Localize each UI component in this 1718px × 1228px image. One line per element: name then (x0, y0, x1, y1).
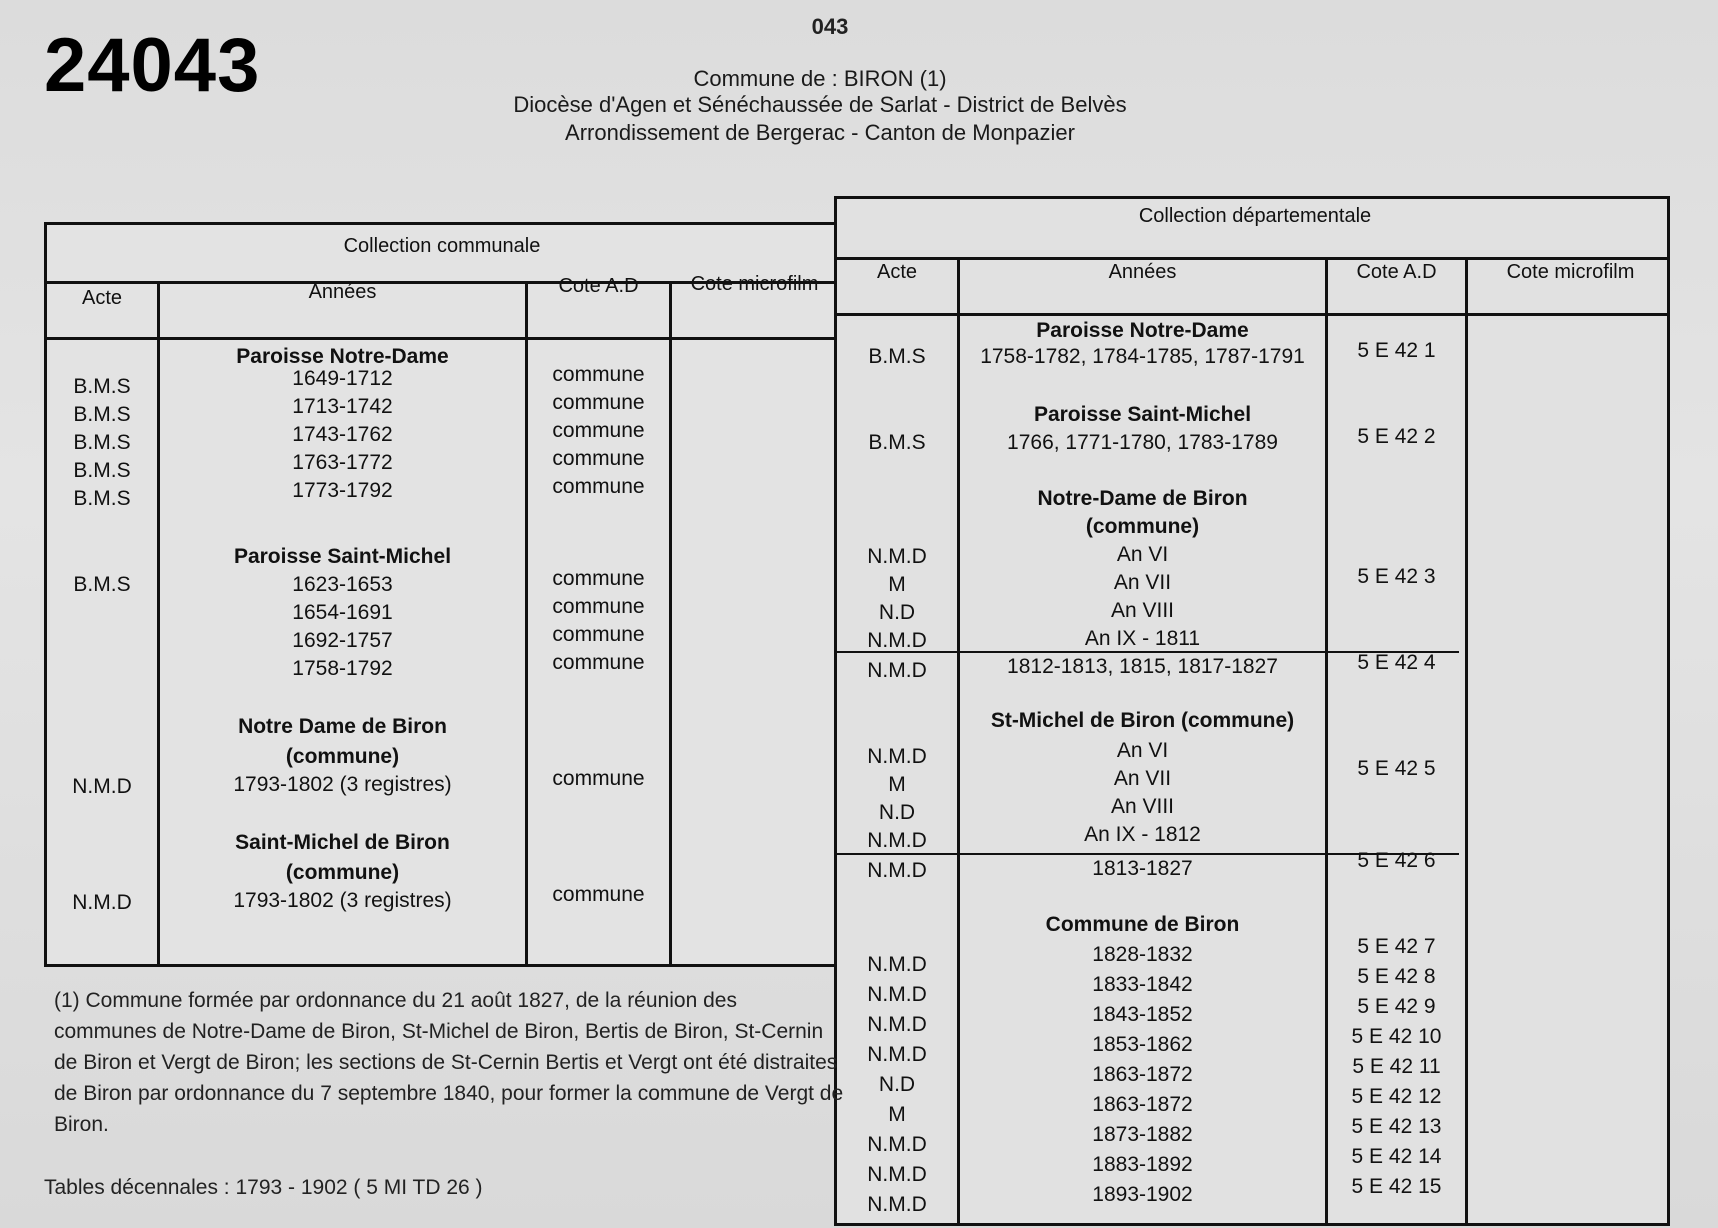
acte-cell: N.M.D (72, 775, 132, 798)
cote-cell: 5 E 42 1 (1357, 339, 1436, 362)
acte-cell: N.M.D (867, 629, 927, 652)
group-subheading: (commune) (285, 861, 400, 884)
cote-cell: 5 E 42 2 (1357, 425, 1436, 448)
acte-cell: N.M.D (72, 891, 132, 914)
page-number: 043 (811, 14, 849, 39)
group-heading: Paroisse Saint-Michel (1033, 403, 1252, 426)
cote-cell: 5 E 42 5 (1357, 757, 1436, 780)
annees-cell: An IX - 1812 (1084, 823, 1201, 846)
annees-cell: 1654-1691 (292, 601, 393, 624)
group-heading: Paroisse Notre-Dame (236, 345, 449, 368)
acte-cell: N.M.D (867, 859, 927, 882)
group-heading: Saint-Michel de Biron (235, 831, 450, 854)
annees-cell: 1766, 1771-1780, 1783-1789 (1007, 431, 1278, 454)
acte-cell: B.M.S (73, 459, 131, 482)
col-header-acte: Acte (81, 287, 123, 309)
annees-cell: 1873-1882 (1092, 1123, 1193, 1146)
annees-cell: 1833-1842 (1092, 973, 1193, 996)
col-header-annees: Années (1108, 261, 1177, 283)
group-heading: Paroisse Notre-Dame (1036, 319, 1249, 342)
annees-cell: 1828-1832 (1092, 943, 1193, 966)
col-header-cote-ad: Cote A.D (1356, 261, 1437, 283)
annees-cell: 1758-1792 (292, 657, 393, 680)
commune-title: Commune de : BIRON (1) (693, 66, 947, 91)
acte-cell: N.M.D (867, 1013, 927, 1036)
cote-cell: commune (552, 623, 645, 646)
acte-cell: N.M.D (867, 829, 927, 852)
footnote: (1) Commune formée par ordonnance du 21 août 1827, de la réunion des communes de Notre-Dame de Biron, St-Michel de Biron, Bertis de Biron, St-Cernin de Biron et Vergt de Biron; les sections de St-Cernin Bertis et Vergt ont été distraites de Biron par ordonnance du 7 septembre 1840, pour former la commune de Vergt de Biron. (54, 989, 844, 1136)
acte-cell: B.M.S (73, 431, 131, 454)
cote-cell: 5 E 42 12 (1351, 1085, 1442, 1108)
acte-cell: B.M.S (868, 345, 926, 368)
annees-cell: An VIII (1110, 795, 1175, 818)
cote-cell: 5 E 42 10 (1351, 1025, 1442, 1048)
group-heading: Notre Dame de Biron (238, 715, 447, 738)
annees-cell: 1812-1813, 1815, 1817-1827 (1007, 655, 1278, 678)
cote-cell: 5 E 42 6 (1357, 849, 1436, 872)
annees-cell: An VI (1116, 543, 1169, 566)
cote-cell: commune (552, 651, 645, 674)
acte-cell: M (888, 573, 906, 596)
acte-cell: B.M.S (73, 375, 131, 398)
annees-cell: 1758-1782, 1784-1785, 1787-1791 (980, 345, 1305, 368)
acte-cell: N.D (878, 1073, 916, 1096)
acte-cell: N.D (878, 601, 916, 624)
annees-cell: 1743-1762 (292, 423, 393, 446)
col-header-cote-microfilm: Cote microfilm (1506, 261, 1635, 283)
cote-cell: 5 E 42 8 (1357, 965, 1436, 988)
cote-cell: 5 E 42 11 (1352, 1055, 1441, 1078)
cote-cell: commune (552, 475, 645, 498)
cote-cell: 5 E 42 9 (1357, 995, 1436, 1018)
document-number: 24043 (44, 23, 261, 108)
acte-cell: N.M.D (867, 983, 927, 1006)
group-heading: Paroisse Saint-Michel (233, 545, 452, 568)
cote-cell: 5 E 42 15 (1351, 1175, 1442, 1198)
acte-cell: N.D (878, 801, 916, 824)
cote-cell: 5 E 42 3 (1357, 565, 1436, 588)
col-header-cote-microfilm: Cote microfilm (690, 273, 819, 295)
annees-cell: 1773-1792 (292, 479, 393, 502)
cote-cell: commune (552, 767, 645, 790)
diocese-line: Diocèse d'Agen et Sénéchaussée de Sarlat - District de Belvès (513, 92, 1127, 117)
annees-cell: 1843-1852 (1092, 1003, 1193, 1026)
acte-cell: B.M.S (868, 431, 926, 454)
acte-cell: B.M.S (73, 403, 131, 426)
annees-cell: 1793-1802 (3 registres) (233, 773, 452, 796)
annees-cell: 1692-1757 (292, 629, 393, 652)
cote-cell: commune (552, 447, 645, 470)
annees-cell: An VIII (1110, 599, 1175, 622)
annees-cell: 1893-1902 (1092, 1183, 1193, 1206)
annees-cell: 1883-1892 (1092, 1153, 1193, 1176)
cote-cell: commune (552, 419, 645, 442)
cote-cell: 5 E 42 13 (1351, 1115, 1442, 1138)
annees-cell: 1853-1862 (1092, 1033, 1193, 1056)
cote-cell: 5 E 42 14 (1351, 1145, 1442, 1168)
annees-cell: An VII (1113, 767, 1172, 790)
col-header-acte: Acte (876, 261, 918, 283)
annees-cell: 1863-1872 (1092, 1063, 1193, 1086)
group-heading: St-Michel de Biron (commune) (990, 709, 1295, 732)
acte-cell: M (888, 1103, 906, 1126)
cote-cell: commune (552, 391, 645, 414)
annees-cell: 1813-1827 (1092, 857, 1193, 880)
annees-cell: 1713-1742 (292, 395, 393, 418)
group-heading: Notre-Dame de Biron (1037, 487, 1248, 510)
collection-departementale-title: Collection départementale (1138, 205, 1372, 227)
annees-cell: An VII (1113, 571, 1172, 594)
cote-cell: commune (552, 595, 645, 618)
acte-cell: N.M.D (867, 1163, 927, 1186)
annees-cell: 1623-1653 (292, 573, 393, 596)
arrondissement-line: Arrondissement de Bergerac - Canton de Monpazier (565, 120, 1075, 145)
annees-cell: An IX - 1811 (1084, 627, 1201, 650)
annees-cell: 1793-1802 (3 registres) (233, 889, 452, 912)
tables-decennales: Tables décennales : 1793 - 1902 ( 5 MI TD 26 ) (44, 1176, 483, 1199)
col-header-annees: Années (308, 281, 377, 303)
acte-cell: N.M.D (867, 953, 927, 976)
collection-departementale-table (834, 196, 1670, 1226)
acte-cell: N.M.D (867, 1133, 927, 1156)
cote-cell: commune (552, 567, 645, 590)
group-subheading: (commune) (285, 745, 400, 768)
acte-cell: M (888, 773, 906, 796)
annees-cell: An VI (1116, 739, 1169, 762)
acte-cell: B.M.S (73, 573, 131, 596)
acte-cell: N.M.D (867, 545, 927, 568)
annees-cell: 1763-1772 (292, 451, 393, 474)
cote-cell: 5 E 42 7 (1357, 935, 1436, 958)
annees-cell: 1649-1712 (292, 367, 393, 390)
acte-cell: N.M.D (867, 1043, 927, 1066)
cote-cell: commune (552, 883, 645, 906)
collection-communale-table (44, 222, 864, 967)
acte-cell: N.M.D (867, 659, 927, 682)
group-heading: Commune de Biron (1045, 913, 1240, 936)
cote-cell: commune (552, 363, 645, 386)
acte-cell: N.M.D (867, 1193, 927, 1216)
acte-cell: B.M.S (73, 487, 131, 510)
group-subheading: (commune) (1085, 515, 1200, 538)
cote-cell: 5 E 42 4 (1357, 651, 1436, 674)
annees-cell: 1863-1872 (1092, 1093, 1193, 1116)
acte-cell: N.M.D (867, 745, 927, 768)
col-header-cote-ad: Cote A.D (558, 275, 639, 297)
collection-communale-title: Collection communale (343, 235, 541, 257)
